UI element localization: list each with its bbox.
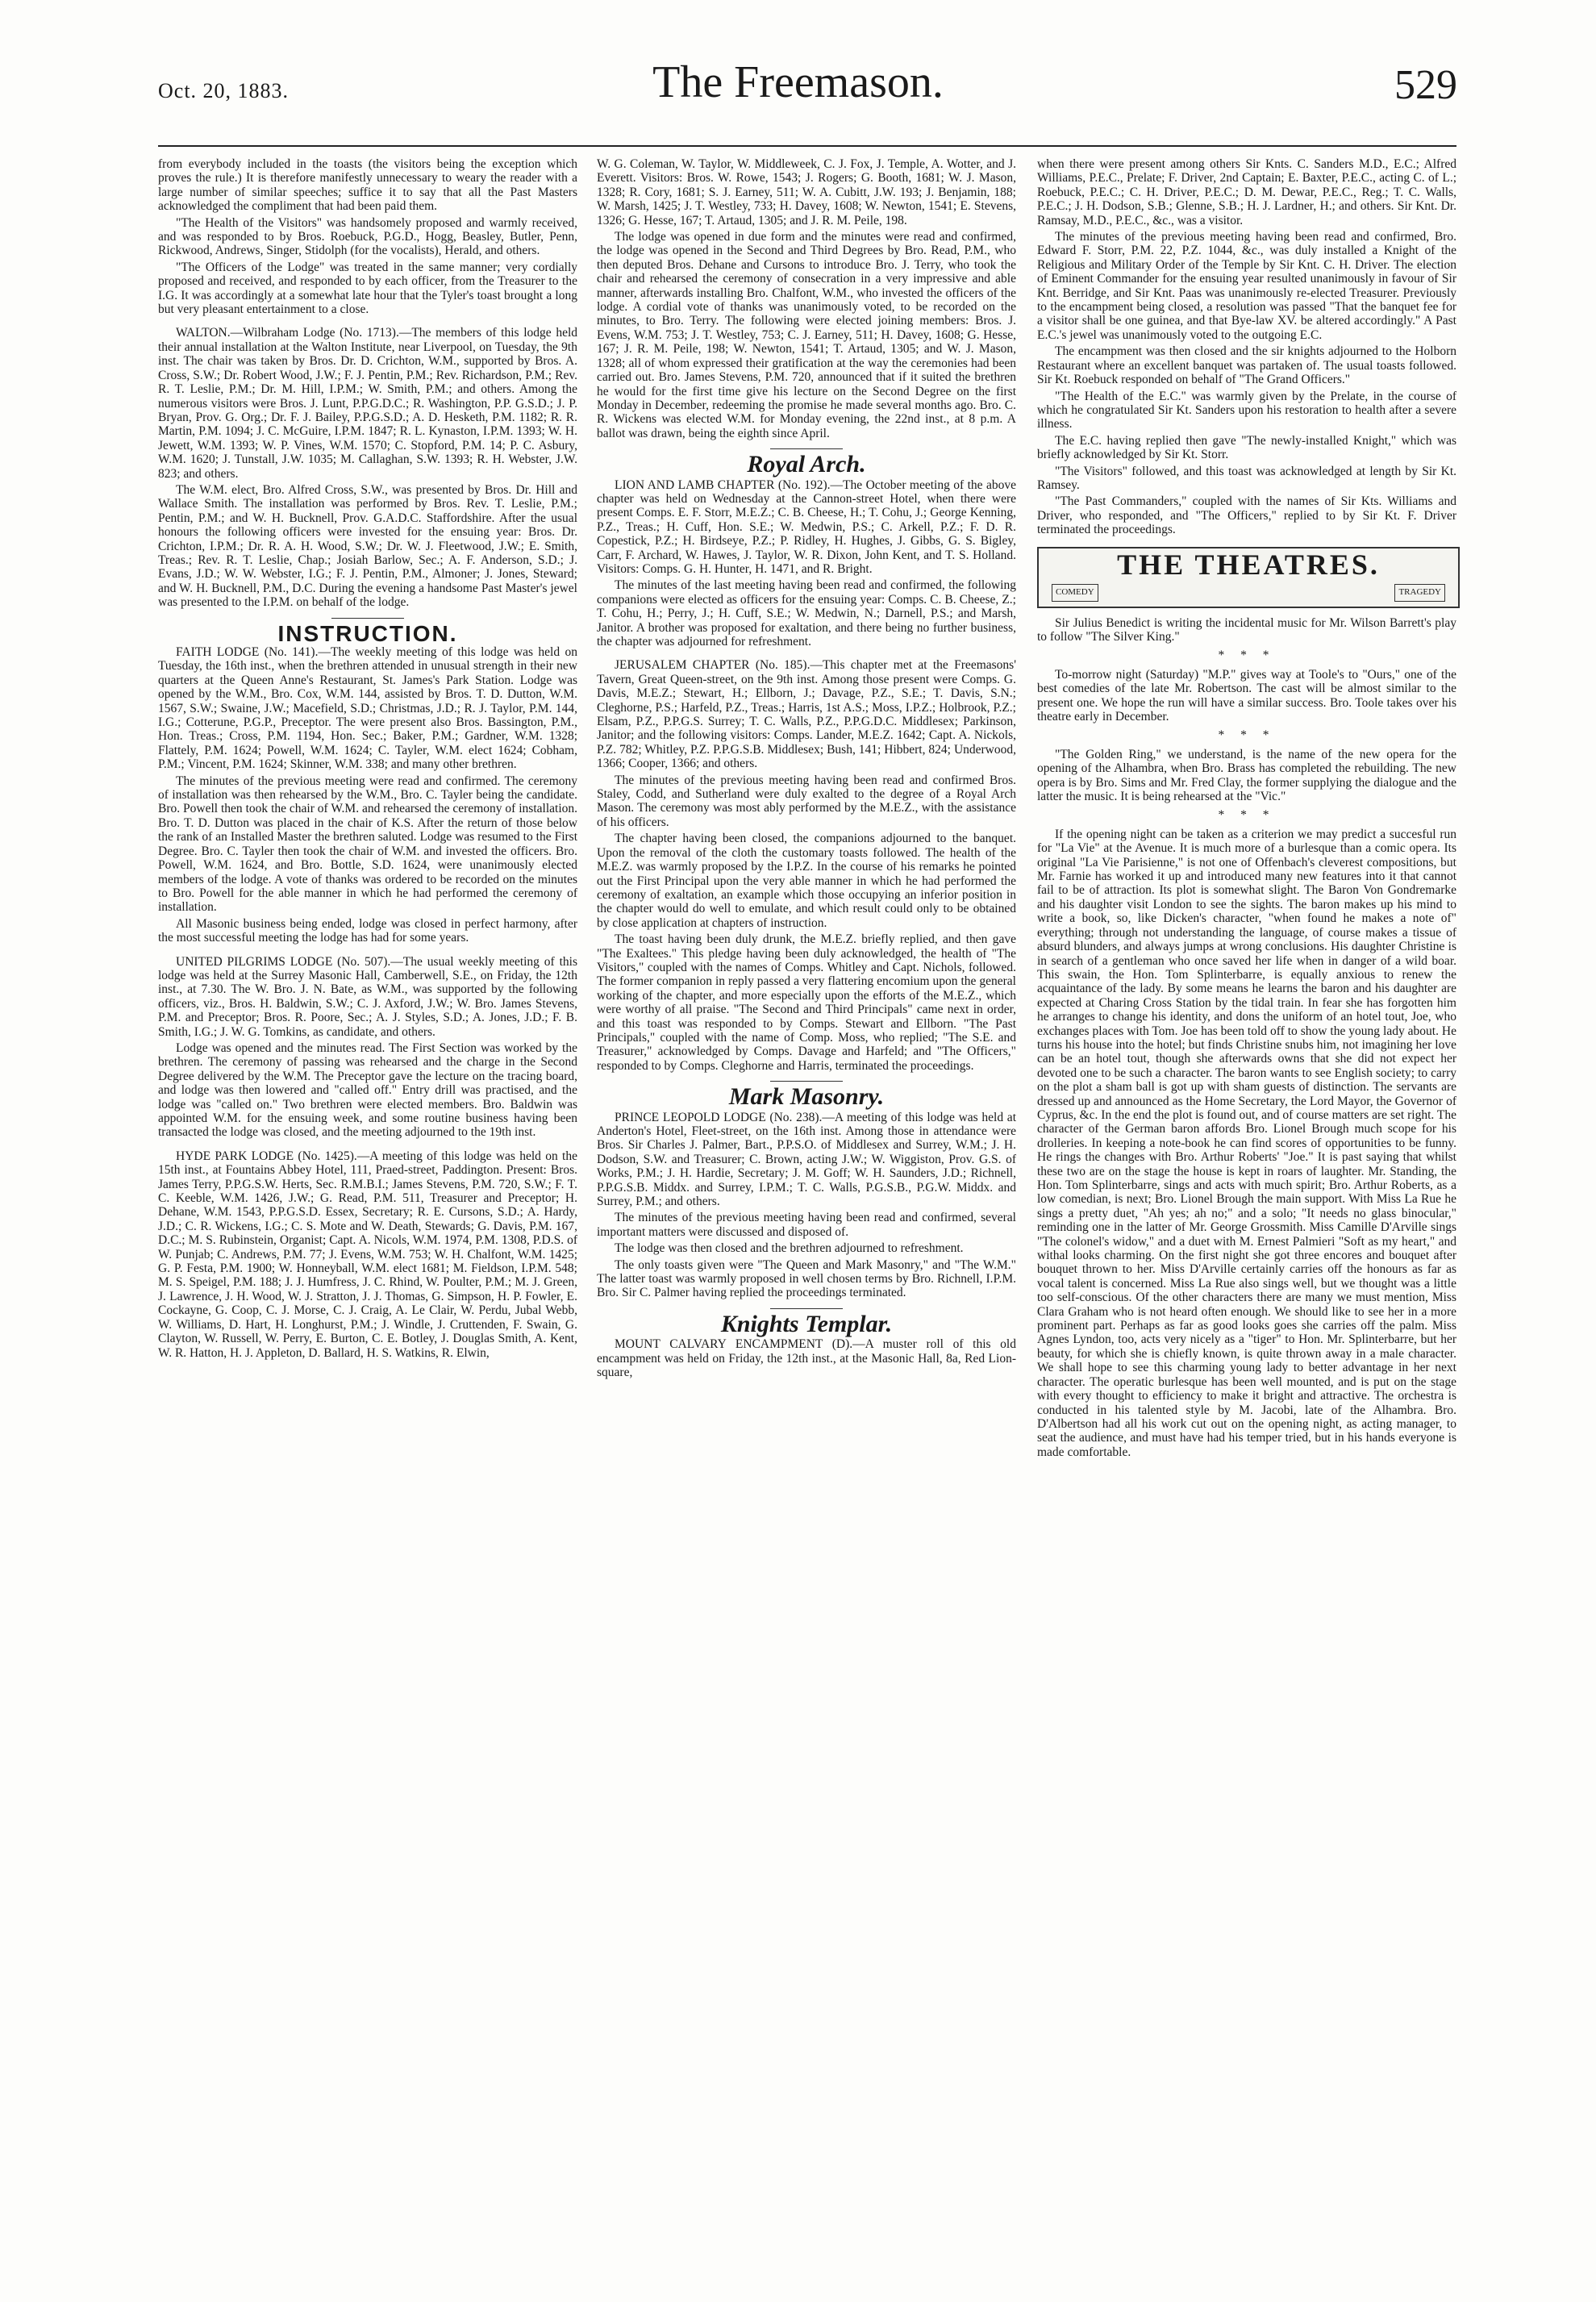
section-break: * * *: [1218, 808, 1276, 823]
paragraph: when there were present among others Sir Knts. C. Sanders M.D., E.C.; Alfred Williams, P.E.C., Prelate; F. Driver, 2nd Captain; E. Baxter, P.E.C., acting C. of L.; Roebuck, P.E.C.; C. H. Driver, P.E.C.; D. M. Dewar, P.E.C., Reg.; T. C. Walls, P.E.C.; J. H. Dodson, S.B.; Glenne, S.B.; H. J. Lardner, H.; and others. Sir Knt. Dr. Ramsay, M.D., P.E.C., &c., was a visitor.: [1037, 157, 1456, 227]
column-2: [597, 157, 1016, 1382]
section-heading-instruction: INSTRUCTION.: [277, 620, 458, 646]
jerusalem-report: JERUSALEM CHAPTER (No. 185).—This chapter met at the Freemasons' Tavern, Great Queen-street, on the 9th inst. Among those present were Comps. G. Davis, M.E.Z.; Stewart, H.; Ellborn, J.; Davage, P.Z., S.E.; T. Davis, S.N.; Cleghorne, P.S.; Harfeld, P.Z., Treas.; Harris, 1st A.S.; Moss, I.P.Z.; Holbrook, P.Z.; Elsam, P.Z., P.P.G.S. Surrey; T. C. Walls, P.Z., P.P.G.D.C. Middlesex; Parkinson, Janitor; and the following visitors: Comps. Lander, M.E.Z. 1642; Capt. A. Nickols, P.Z. 782; Whitley, P.Z. P.P.G.S.B. Middlesex; Bush, 141; Hibbert, 824; Underwood, 1366; Cooper, 1366; and others.: [597, 658, 1016, 771]
paragraph: Sir Julius Benedict is writing the incidental music for Mr. Wilson Barrett's play to follow "The Silver King.": [1037, 615, 1456, 644]
paragraph: The E.C. having replied then gave "The newly-installed Knight," which was briefly acknowledged by Sir Kt. Storr.: [1037, 433, 1456, 462]
hyde-park-report: HYDE PARK LODGE (No. 1425).—A meeting of this lodge was held on the 15th inst., at Fountains Abbey Hotel, 111, Praed-street, Paddington. Present: Bros. James Terry, P.P.G.S.W. Herts, Sec. R.M.B.I.; James Stevens, P.M. 720, S.W.; F. T. C. Keeble, W.M. 1426, J.W.; G. Read, P.M. 511, Treasurer and Preceptor; H. Dehane, W.M. 1543, P.P.G.S.D. Essex, Secretary; R. E. Cursons, S.D.; A. Hardy, J.D.; C. R. Wickens, I.G.; C. S. Mote and W. Death, Stewards; G. Davis, P.M. 167, D.C.; M. S. Rubinstein, Organist; Capt. A. Nicols, W.M. 1974, P.M. 1308, P.D.S. of W. Punjab; C. Andrews, P.M. 77; J. Evens, W.M. 753; W. H. Chalfont, W.M. 1425; G. P. Festa, P.M. 1900; W. Honneyball, W.M. elect 1681; M. Fieldson, I.P.M. 548; M. S. Speigel, P.M. 188; J. J. Humfress, J. C. Rhind, W. Poulter, P.M.; M. J. Green, J. Lawrence, J. H. Wood, W. J. Stratton, J. J. Thomas, G. Simpson, H. P. Fowler, E. Cockayne, G. Coop, C. J. Morse, C. J. Craig, A. Le Clair, W. Perdu, Jubal Webb, W. Williams, D. Hart, H. Longhurst, P.M.; J. Windle, J. Cruttenden, F. Swain, G. Clayton, W. Russell, W. Perry, E. Burton, C. E. Botley, J. Douglas Smith, A. Kent, W. R. Hatton, H. J. Appleton, D. Ballard, H. S. Watkins, R. Elwin,: [158, 1149, 577, 1360]
paragraph: "The Officers of the Lodge" was treated in the same manner; very cordially proposed and received, and responded to by each officer, from the Treasurer to the I.G. It was accordingly at a somewhat late hour that the Tyler's toast brought a long but very pleasant entertainment to a close.: [158, 260, 577, 317]
paragraph: The minutes of the last meeting having been read and confirmed, the following companions were elected as officers for the ensuing year: Comps. C. B. Cheese, Z.; T. Cohu, H.; Perry, J.; H. Cuff, S.E.; W. Medwin, N.; Darnell, P.S.; and Marsh, Janitor. A brother was proposed for exaltation, and there being no further business, the chapter was adjourned for refreshment.: [597, 578, 1016, 648]
divider: [770, 1308, 843, 1309]
paragraph: The only toasts given were "The Queen and Mark Masonry," and "The W.M." The latter toast was warmly proposed in well chosen terms by Bro. Richnell, I.P.M. Bro. Sir C. Palmer having replied the proceedings terminated.: [597, 1257, 1016, 1300]
paragraph: The minutes of the previous meeting were read and confirmed. The ceremony of installation was then rehearsed by the W.M., Bro. C. Tayler being the candidate. Bro. Powell then took the chair of W.M. and rehearsed the ceremony of installation. Bro. T. D. Dutton was placed in the chair of K.S. After the return of those below the rank of an Installed Master the brethren saluted. Lodge was resumed to the First Degree. Bro. C. Tayler then took the chair of W.M. and invested the officers. Bro. Powell, W.M. 1624, and Bro. Bottle, S.D. 1624, were unanimously elected members of the lodge. A vote of thanks was ordered to be recorded on the minutes to Bro. Powell for the able manner in which he had performed the ceremony of installation.: [158, 774, 577, 915]
paragraph: The W.M. elect, Bro. Alfred Cross, S.W., was presented by Bros. Dr. Hill and Wallace Smith. The installation was performed by Bros. Rev. T. Leslie, P.M.; Pentin, P.M.; and W. H. Bucknell, Prov. G.A.D.C. Staffordshire. After the usual honours the following officers were invested for the ensuing year: Bros. Dr. Crichton, I.P.M.; Dr. R. A. H. Wood, S.W.; Dr. W. J. Fleetwood, J.W.; E. Smith, Treas.; Rev. R. T. Leslie, Chap.; Josiah Barlow, Sec.; A. F. Anderson, S.D.; J. Evans, J.D.; W. W. Webster, I.G.; F. J. Pentin, P.M., Almoner; J. Jones, Steward; and W. H. Bucknell, P.M., D.C. During the evening a handsome Past Master's jewel was presented to the I.P.M. on behalf of the lodge.: [158, 482, 577, 610]
paragraph: W. G. Coleman, W. Taylor, W. Middleweek, C. J. Fox, J. Temple, A. Wotter, and J. Everett. Visitors: Bros. W. Rowe, 1543; J. Rogers; G. Booth, 1681; W. J. Mason, 1328; R. Cory, 1681; S. J. Earney, 511; W. A. Cubitt, J.W. 193; J. Benjamin, 188; W. Marsh, 1425; J. T. Westley, 733; H. Davey, 1608; W. Newton, 1541; E. Stevens, 1326; G. Hesse, 167; T. Artaud, 1305; and J. R. M. Peile, 198.: [597, 157, 1016, 227]
comedy-label: COMEDY: [1052, 584, 1098, 601]
paragraph: The minutes of the previous meeting having been read and confirmed, Bro. Edward F. Storr, P.M. 22, P.Z. 1044, &c., was duly installed a Knight of the Religious and Military Order of the Temple by Sir Knt. C. H. Driver. The election of Eminent Commander for the ensuing year resulted unanimously in favour of Sir Knt. Berridge, and Sir Knt. Paas was unanimously re-elected Treasurer. Previously to the encampment being closed, a resolution was passed "That the banquet fee for a visitor shall be one guinea, and that Bye-law XV. be altered accordingly." A Past E.C.'s jewel was unanimously voted to the outgoing E.C.: [1037, 230, 1456, 342]
page-number: 529: [1394, 62, 1457, 108]
paragraph: The toast having been duly drunk, the M.E.Z. briefly replied, and then gave "The Exaltees." This pledge having been duly acknowledged, the health of "The Visitors," coupled with the names of Comps. Whitley and Capt. Nichols, followed. The former companion in reply passed a very flattering encomium upon the general working of the chapter, and more especially upon the efforts of the M.E.Z., which were worthy of all praise. "The Second and Third Principals" came next in order, and this toast was responded to by Comps. Stewart and Ellborn. "The Past Principals," coupled with the name of Comp. Moss, who replied; "The S.E. and Treasurer," acknowledged by Comps. Davage and Harfeld; and "The Officers," responded to by Comps. Cleghorne and Harris, terminated the proceedings.: [597, 932, 1016, 1073]
paragraph: "The Past Commanders," coupled with the names of Sir Kts. Williams and Driver, who responded, and "The Officers," replied to by Sir Kt. F. Driver terminated the proceedings.: [1037, 494, 1456, 537]
newspaper-title: The Freemason.: [652, 57, 944, 107]
la-vie-review: If the opening night can be taken as a criterion we may predict a succesful run for "La Vie" at the Avenue. It is much more of a burlesque than a comic opera. Its original "La Vie Parisienne," is not one of Offenbach's cleverest compositions, but Mr. Farnie has worked it up and introduced many new features into it that cannot fail to be of attraction. Its plot is somewhat slight. The Baron Von Gondremarke and his daughter visit London to see the sights. The baron makes up his mind to write a book, so, like Dicken's character, "when found he makes a note of" everything; through not understanding the language, of course makes a tissue of absurd blunders, and always jumps at wrong conclusions. His daughter Christine is in search of a gentleman who once saved her life when in danger of a wild boar. This swain, the Hon. Tom Splinterbarre, is equally anxious to renew the acquaintance of the lady. By some means he learns the baron and his daughter are expected at Charing Cross Station by the tidal train. In fear she has forgotten him he arranges to change his identity, and dons the uniform of an hotel tout, Joe, who exchanges places with Tom. Joe has been told off to show the young lady about. He turns his house into the hotel; but finds Christine snubs him, not imagining her love can be an hotel tout, though she afterwards owns that she did not expect her devoted one to be such a character. The baron wants to see English society; to carry on the plot a sham ball is got up with sham guests of distinction. The servants are dressed up and announced as the Home Secretary, the Lord Mayor, the Governor of Cyprus, &c. In the end the plot is found out, and of course matters are set right. The character of the German baron affords Bro. Lionel Brough much scope for his drolleries. In keeping a note-book he can find scores of opportunities to be funny. He rings the changes with Bro. Arthur Roberts' "Joe." It is past saying that whilst these two are on the stage the house is kept in roars of laughter. Mr. Standing, the Hon. Tom Splinterbarre, sings and acts with much spirit; Bro. Arthur Roberts, as a low comedian, is next; Bro. Lionel Brough the main support. With Miss La Rue he sings a pretty duet, "Ah yes; ah no;" and a solo; "It needs no glass binocular," reminding one in the latter of Mr. George Grossmith. Miss Camille D'Arville sings "The colonel's widow," and a duet with M. Ernest Palmieri "Soft as my heart," and withal looks charming. On the first night she got three encores and bouquet after bouquet thrown to her. Miss D'Arville certainly carries off the honours as far as vocal talent is concerned. Miss La Rue also sings well, but we thought was a little too self-conscious. Of the other characters there are many we must mention, Miss Clara Graham who is not heard often enough. We should like to see her in a more prominent part. Perhaps as far as good looks goes she carries off the palm. Miss Agnes Lyndon, too, acts very nicely as a "tiger" to Hon. Mr. Splinterbarre, but her beauty, for which she is chiefly known, is quite thrown away in a male character. We shall hope to see this charming young lady to better advantage in her next character. The operatic burlesque has been well mounted, and is put on the stage with every thought to efficiency to make it bright and attractive. The orchestra is conducted in his talented style by M. Jacobi, late of the Alhambra. Bro. D'Albertson had all his work cut out on the opening night, as acting manager, to seat the audience, and must have had his temper tried, but in his hands everyone is made comfortable.: [1037, 827, 1456, 1459]
prince-leopold-report: PRINCE LEOPOLD LODGE (No. 238).—A meeting of this lodge was held at Anderton's Hotel, Fleet-street, on the 16th inst. Among those in attendance were Bros. Sir Charles J. Palmer, Bart., P.P.S.O. of Middlesex and Surrey, W.M.; J. H. Dodson, S.W. and Treasurer; C. Brown, acting J.W.; W. Wiggiston, Prov. G.S. of Works, P.M.; J. H. Hardie, Secretary; J. M. Goff; W. H. Saunders, J.D.; Richnell, P.P.G.S.B. Middx. and Surrey, I.P.M.; T. C. Walls, P.G.S.B., P.G.W. Middx. and Surrey, P.M.; and others.: [597, 1110, 1016, 1209]
paragraph: To-morrow night (Saturday) "M.P." gives way at Toole's to "Ours," one of the best comedies of the late Mr. Robertson. The cast will be almost similar to the present one. We hope the run will have a similar success. Bro. Toole takes over his theatre early in December.: [1037, 667, 1456, 724]
column-3: [1037, 157, 1456, 1462]
divider: [770, 1081, 843, 1082]
section-break: * * *: [1218, 648, 1276, 663]
section-heading-royal-arch: Royal Arch.: [747, 451, 866, 478]
tragedy-label: TRAGEDY: [1394, 584, 1445, 601]
divider: [770, 448, 843, 449]
united-pilgrims-report: UNITED PILGRIMS LODGE (No. 507).—The usual weekly meeting of this lodge was held at the Surrey Masonic Hall, Camberwell, S.E., on Friday, the 12th inst., at 7.30. The W. Bro. J. N. Bate, as W.M., was supported by the following officers, viz., Bros. H. Baldwin, S.W.; C. J. Axford, J.W.; W. Bro. James Stevens, P.M. and Preceptor; Bros. R. Poore, Sec.; A. J. Styles, S.D.; A. Jones, J.D.; F. B. Smith, I.G.; J. W. G. Tomkins, as candidate, and others.: [158, 954, 577, 1039]
paragraph: Lodge was opened and the minutes read. The First Section was worked by the brethren. The ceremony of passing was rehearsed and the charge in the Second Degree delivered by the W.M. The Preceptor gave the lecture on the tracing board, and lodge was then lowered and "called off." Entry drill was practised, and the lodge was "called on." Two brethren were elected members. Bro. Baldwin was appointed W.M. for the ensuing week, and some routine business having been transacted the lodge was closed, and the meeting adjourned to the 19th inst.: [158, 1040, 577, 1140]
issue-date: Oct. 20, 1883.: [158, 79, 290, 102]
paragraph: The lodge was then closed and the brethren adjourned to refreshment.: [615, 1241, 964, 1256]
header-rule: [158, 145, 1456, 147]
masthead: [0, 58, 1596, 115]
section-break: * * *: [1218, 728, 1276, 743]
theatres-title: THE THEATRES.: [1117, 548, 1380, 581]
paragraph: The lodge was opened in due form and the minutes were read and confirmed, the lodge was opened in the Second and Third Degrees by Bro. Read, P.M., who then deputed Bros. Dehane and Cursons to introduce Bro. J. Terry, who took the chair and rehearsed the ceremony of consecration in a very impressive and able manner, afterwards installing Bro. Chalfont, W.M., who invested the officers of the lodge. A cordial vote of thanks was unanimously voted, to be recorded on the minutes, to Bro. Terry. The following were elected joining members: Bros. J. Evens, W.M. 753; J. T. Westley, 753; C. J. Earney, 511; H. Davey, 1608; G. Hesse, 167; J. R. M. Peile, 198; W. Newton, 1541; T. Artaud, 1305; and W. J. Mason, 1328; all of whom expressed their gratification at the way the ceremonies had been carried out. Bro. James Stevens, P.M. 720, announced that if it suited the brethren he would for the first time give his lecture on the Second Degree on the first Monday in December, redeeming the promise he made several months ago. Bro. C. R. Wickens was elected W.M. for Monday evening, the 22nd inst., at 8 p.m. A ballot was drawn, being the eighth since April.: [597, 230, 1016, 440]
divider: [331, 618, 404, 619]
paragraph: The minutes of the previous meeting having been read and confirmed Bros. Staley, Codd, and Sutherland were duly exalted to the degree of a Royal Arch Mason. The ceremony was most ably performed by the M.E.Z., with the assistance of his officers.: [597, 773, 1016, 829]
paragraph: All Masonic business being ended, lodge was closed in perfect harmony, after the most successful meeting the lodge has had for some years.: [158, 916, 577, 945]
column-1: [158, 157, 577, 1362]
lion-lamb-report: LION AND LAMB CHAPTER (No. 192).—The October meeting of the above chapter was held on Wednesday at the Cannon-street Hotel, when there were present Comps. E. F. Storr, M.E.Z.; C. B. Cheese, H.; T. Cohu, J.; George Kenning, P.Z., Treas.; H. Cuff, Hon. S.E.; W. Medwin, P.S.; C. Arkell, P.Z.; F. D. R. Copestick, P.Z.; H. Birdseye, P.Z.; P. Ridley, H. Hughes, J. Gibbs, G. S. Bigley, Carr, F. Archard, W. Hawes, J. Taylor, W. R. Dixon, John Kent, and T. S. Holland. Visitors: Comps. G. H. Hunter, H. 1471, and R. Bright.: [597, 477, 1016, 576]
mount-calvary-report: MOUNT CALVARY ENCAMPMENT (D).—A muster roll of this old encampment was held on Friday, the 12th inst., at the Masonic Hall, 8a, Red Lion-square,: [597, 1337, 1016, 1380]
section-heading-knights-templar: Knights Templar.: [720, 1310, 893, 1337]
paragraph: "The Golden Ring," we understand, is the name of the new opera for the opening of the Alhambra, when Bro. Brass has completed the rebuilding. The new opera is by Bro. Sims and Mr. Fred Clay, the former supplying the dialogue and the latter the music. It is being rehearsed at the "Vic.": [1037, 747, 1456, 804]
paragraph: The encampment was then closed and the sir knights adjourned to the Holborn Restaurant where an excellent banquet was partaken of. The usual toasts followed. Sir Kt. Roebuck responded on behalf of "The Grand Officers.": [1037, 344, 1456, 387]
paragraph: "The Visitors" followed, and this toast was acknowledged at length by Sir Kt. Ramsey.: [1037, 464, 1456, 492]
paragraph: "The Health of the E.C." was warmly given by the Prelate, in the course of which he congratulated Sir Kt. Sanders upon his restoration to health after a severe illness.: [1037, 389, 1456, 432]
paragraph: The chapter having been closed, the companions adjourned to the banquet. Upon the removal of the cloth the customary toasts followed. The health of the M.E.Z. was warmly proposed by the I.P.Z. In the course of his remarks he pointed out the First Principal upon the very able manner in which he had performed the ceremony of exaltation, an example which those occupying an inferior position in the chapter would do well to emulate, and which result could only to be obtained by close application at chapters of instruction.: [597, 832, 1016, 930]
paragraph: "The Health of the Visitors" was handsomely proposed and warmly received, and was responded to by Bros. Roebuck, P.G.D., Hogg, Beasley, Butler, Penn, Rickwood, Andrews, Singer, Stidolph (for the vocalists), Herald, and others.: [158, 215, 577, 258]
walton-report: WALTON.—Wilbraham Lodge (No. 1713).—The members of this lodge held their annual installation at the Walton Institute, near Liverpool, on Tuesday, the 9th inst. The chair was taken by Bros. Dr. D. Crichton, W.M., supported by Bros. A. Cross, S.W.; Dr. Robert Wood, J.W.; F. J. Pentin, P.M.; Rev. Richardson, P.M.; Rev. R. T. Leslie, P.M.; Dr. M. Hill, I.P.M.; W. Smith, P.M.; and others. Among the numerous visitors were Bros. J. Lunt, P.P.G.D.C.; R. Washington, P.P. G.S.D.; J. P. Bryan, Prov. G. Org.; Dr. F. J. Bailey, P.P.G.S.D.; A. D. Hesketh, P.M. 1182; R. R. Martin, P.M. 1094; J. C. McGuire, I.P.M. 1847; R. L. Kynaston, I.P.M. 1393; W. H. Jewett, W.M. 1393; W. P. Vines, W.M. 1570; C. Stopford, P.M. 14; P. C. Asbury, W.M. 1620; J. Tunstall, J.W. 1035; M. Callaghan, S.W. 1393; R. H. Webster, J.W. 823; and others.: [158, 326, 577, 481]
paragraph: The minutes of the previous meeting having been read and confirmed, several important matters were discussed and disposed of.: [597, 1211, 1016, 1239]
faith-lodge-report: FAITH LODGE (No. 141).—The weekly meeting of this lodge was held on Tuesday, the 16th inst., when the brethren attended in unusual strength in their new quarters at the Queen Anne's Restaurant, St. James's Park Station. Lodge was opened by the W.M., Bro. Cox, W.M. 144, assisted by Bros. T. D. Dutton, W.M. 1567, S.W.; Swaine, J.W.; Macefield, S.D.; Christmas, J.D.; R. J. Taylor, P.M. 144, I.G.; Cotterune, P.G.P., Preceptor. The were present also Bros. Bassington, P.M., Hon. Treas.; Cross, P.M. 1194, Hon. Sec.; Baker, P.M.; Gardner, W.M. 1328; Flattely, P.M. 1624; Powell, W.M. 1624; C. Tayler, W.M. elect 1624; Cobham, P.M.; Vincent, P.M. 1624; Skinner, W.M. 338; and many other brethren.: [158, 645, 577, 772]
paragraph: from everybody included in the toasts (the visitors being the exception which proves the rule.) It is therefore manifestly unnecessary to weary the reader with a large number of similar speeches; suffice it to say that all the Past Masters acknowledged the compliment that had been paid them.: [158, 157, 577, 214]
theatres-banner: [1037, 547, 1460, 608]
section-heading-mark-masonry: Mark Masonry.: [728, 1083, 885, 1111]
